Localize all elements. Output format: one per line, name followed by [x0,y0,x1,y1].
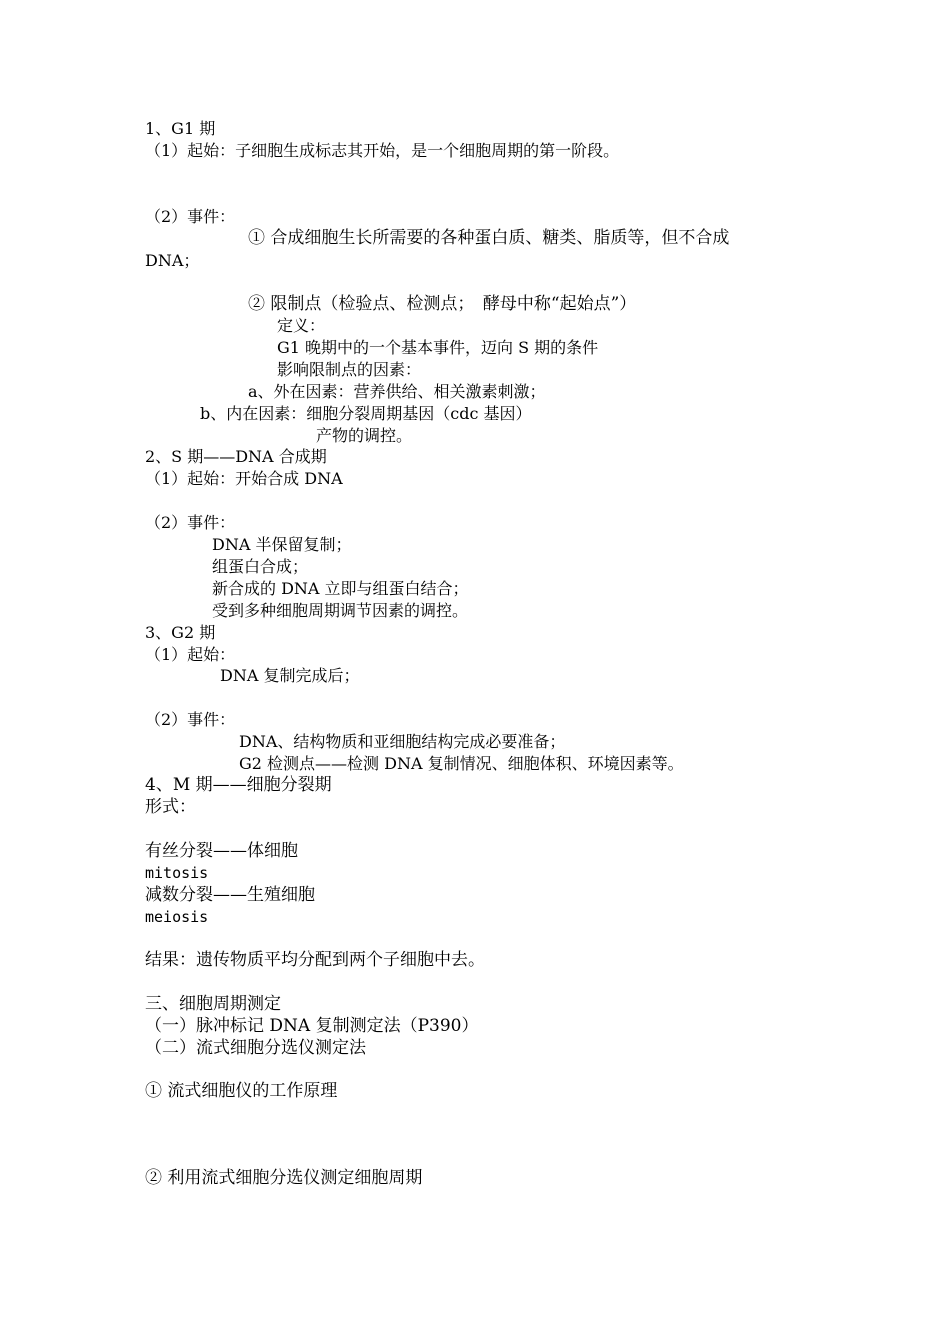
m-heading: 4、M 期——细胞分裂期 [145,775,332,795]
m-mitosis-en: mitosis [145,864,209,882]
g1-event2: ② 限制点（检验点、检测点； 酵母中称“起始点”） [248,294,637,314]
g2-start-text: DNA 复制完成后； [220,666,360,685]
g1-start: （1）起始：子细胞生成标志其开始，是一个细胞周期的第一阶段。 [145,141,620,160]
g1-events-label: （2）事件： [145,207,236,226]
measure-point1: ① 流式细胞仪的工作原理 [145,1081,338,1101]
g2-events-label: （2）事件： [145,710,236,729]
g1-definition-label: 定义： [277,316,326,335]
g2-heading: 3、G2 期 [145,623,216,642]
g1-definition-text: G1 晚期中的一个基本事件，迈向 S 期的条件 [277,338,599,357]
measure-method1: （一）脉冲标记 DNA 复制测定法（P390） [145,1016,479,1036]
s-event-item: 新合成的 DNA 立即与组蛋白结合； [212,579,469,598]
s-events-label: （2）事件： [145,513,236,532]
s-event-item: DNA 半保留复制； [212,535,352,554]
s-start: （1）起始：开始合成 DNA [145,469,343,488]
g1-event1-line1: ① 合成细胞生长所需要的各种蛋白质、糖类、脂质等，但不合成 [248,228,730,248]
s-heading: 2、S 期——DNA 合成期 [145,447,327,466]
g2-event2: G2 检测点——检测 DNA 复制情况、细胞体积、环境因素等。 [239,754,684,773]
g1-factor-external: a、外在因素：营养供给、相关激素刺激； [248,382,546,401]
m-meiosis-cn: 减数分裂——生殖细胞 [145,885,315,905]
g1-factors-label: 影响限制点的因素： [277,360,422,379]
g2-event1: DNA、结构物质和亚细胞结构完成必要准备； [239,732,566,751]
g1-heading: 1、G1 期 [145,119,216,138]
g1-factor-internal-line1: b、内在因素：细胞分裂周期基因（cdc 基因） [200,404,532,423]
m-form-label: 形式： [145,797,196,817]
m-result: 结果：遗传物质平均分配到两个子细胞中去。 [145,950,485,970]
s-event-item: 组蛋白合成； [212,557,309,576]
m-mitosis-cn: 有丝分裂——体细胞 [145,841,298,861]
m-meiosis-en: meiosis [145,908,209,926]
g1-event1-line2: DNA； [145,251,200,270]
g1-factor-internal-line2: 产物的调控。 [316,426,413,445]
s-event-item: 受到多种细胞周期调节因素的调控。 [212,601,469,620]
measure-method2: （二）流式细胞分选仪测定法 [145,1038,366,1058]
g2-start-label: （1）起始： [145,645,236,664]
measure-heading: 三、细胞周期测定 [145,994,281,1014]
measure-point2: ② 利用流式细胞分选仪测定细胞周期 [145,1168,423,1188]
